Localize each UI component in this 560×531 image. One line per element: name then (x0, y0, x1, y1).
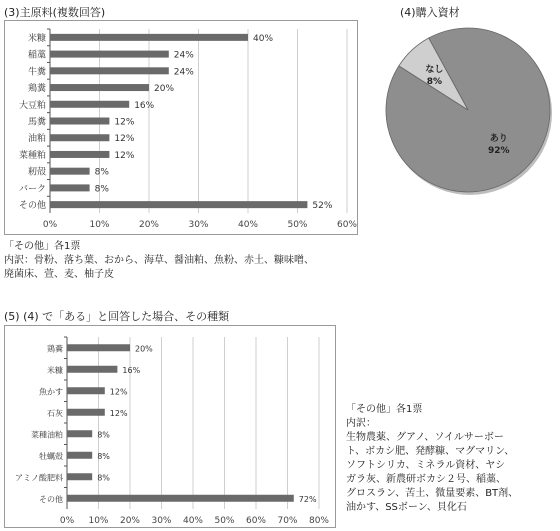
category-label: その他 (18, 201, 46, 212)
bar (50, 101, 129, 108)
bar-value-label: 52% (312, 201, 333, 212)
pie-label: なし (425, 65, 444, 76)
category-label: 籾殻 (27, 167, 46, 178)
bar (67, 387, 105, 394)
bar-value-label: 20% (135, 344, 153, 354)
category-label: バーク (18, 184, 46, 195)
x-tick-label: 0% (42, 220, 58, 230)
bar-value-label: 72% (298, 494, 317, 504)
bar (67, 366, 117, 373)
chart5-note-line: 「その他」各1票 (346, 404, 423, 415)
chart5-panel (4, 325, 336, 528)
bar (50, 84, 149, 91)
chart5-note-line: ガラ灰、新農研ボカシ２号、稲藁、 (346, 474, 506, 485)
x-tick-label: 0% (59, 516, 75, 526)
bar (50, 51, 169, 58)
chart4-svg (378, 20, 558, 200)
bar-value-label: 40% (253, 33, 274, 44)
x-tick-label: 10% (88, 516, 109, 526)
x-tick-label: 50% (214, 516, 235, 526)
chart3-panel (4, 20, 358, 235)
x-tick-label: 80% (308, 516, 330, 526)
chart3-title: (3)主原料(複数回答) (4, 6, 106, 19)
chart5-note (346, 403, 556, 515)
bar-value-label: 8% (94, 184, 109, 195)
bar (67, 495, 294, 502)
bar-value-label: 12% (114, 150, 135, 161)
bar-value-label: 12% (109, 408, 128, 418)
bar-value-label: 20% (154, 84, 175, 95)
bar (50, 184, 90, 191)
bar (50, 67, 169, 74)
category-label: 菜種粕 (18, 150, 46, 161)
bar (50, 151, 109, 158)
bar-value-label: 16% (122, 365, 141, 375)
x-tick-label: 70% (277, 516, 298, 526)
pie-label: あり (489, 133, 508, 144)
bar-value-label: 12% (114, 117, 135, 128)
chart3-note-line: 内訳：骨粉、落ち葉、おから、海草、醤油粕、魚粉、赤土、糠味噌、 (4, 255, 314, 266)
bar-value-label: 8% (97, 473, 110, 483)
bar (67, 344, 130, 351)
bar (67, 473, 92, 480)
x-tick-label: 20% (138, 220, 160, 230)
chart5-title: (5) (4) で「ある」と回答した場合、その種類 (4, 310, 230, 323)
category-label: 稲藁 (27, 50, 46, 61)
x-tick-label: 40% (182, 516, 204, 526)
bar-value-label: 12% (109, 387, 128, 397)
category-label: 米糠 (27, 33, 46, 44)
category-label: 菜種油粕 (31, 430, 63, 440)
chart5-svg (5, 326, 335, 527)
x-tick-label: 10% (89, 220, 110, 230)
x-tick-label: 30% (151, 516, 172, 526)
x-tick-label: 40% (237, 220, 259, 230)
category-label: 石灰 (47, 408, 63, 418)
category-label: 米糠 (47, 365, 63, 375)
bar (67, 409, 105, 416)
chart5-note-line: ト、ボカシ肥、発酵糠、マグマリン、 (346, 446, 515, 457)
pie-value-label: 8% (426, 77, 443, 88)
pie-value-label: 92% (488, 145, 510, 156)
x-tick-label: 60% (245, 516, 267, 526)
category-label: 馬糞 (27, 117, 46, 128)
chart3-note-line: 廃菌床、萱、麦、柚子皮 (4, 269, 114, 280)
chart3-svg (5, 21, 357, 234)
x-tick-label: 50% (287, 220, 308, 230)
category-label: アミノ酸肥料 (15, 473, 63, 483)
chart3-note (4, 240, 364, 282)
category-label: 大豆粕 (18, 100, 46, 111)
chart5-note-line: 生物農薬、グアノ、ソイルサーボー (346, 432, 504, 443)
chart5-note-line: 油かす、SSボーン、貝化石 (346, 502, 467, 513)
bar-value-label: 24% (173, 50, 194, 61)
x-tick-label: 20% (119, 516, 141, 526)
category-label: その他 (39, 494, 63, 504)
bar (50, 118, 109, 125)
bar-value-label: 16% (134, 100, 155, 111)
chart5-note-line: 内訳： (346, 418, 376, 429)
chart3-note-heading: 「その他」各1票 (4, 241, 81, 252)
x-tick-label: 60% (336, 220, 357, 230)
chart4-title: (4)購入資材 (400, 6, 460, 19)
category-label: 牛糞 (27, 67, 46, 78)
bar-value-label: 8% (97, 451, 110, 461)
category-label: 油粕 (27, 134, 46, 145)
bar (67, 430, 92, 437)
chart5-note-line: グロスラン、苦土、微量要素、BT剤、 (346, 488, 519, 499)
bar-value-label: 8% (94, 167, 109, 178)
chart5-note-line: ソフトシリカ、ミネラル資材、ヤシ (346, 460, 506, 471)
category-label: 鶏糞 (27, 84, 46, 95)
category-label: 魚かす (39, 387, 63, 397)
category-label: 牡蠣殻 (39, 451, 63, 461)
category-label: 鶏糞 (47, 344, 63, 354)
bar (50, 134, 109, 141)
bar-value-label: 8% (97, 430, 110, 440)
bar (50, 201, 307, 208)
bar (50, 34, 248, 41)
bar-value-label: 24% (173, 67, 194, 78)
x-tick-label: 30% (188, 220, 209, 230)
bar-value-label: 12% (114, 134, 135, 145)
bar (50, 168, 90, 175)
bar (67, 452, 92, 459)
